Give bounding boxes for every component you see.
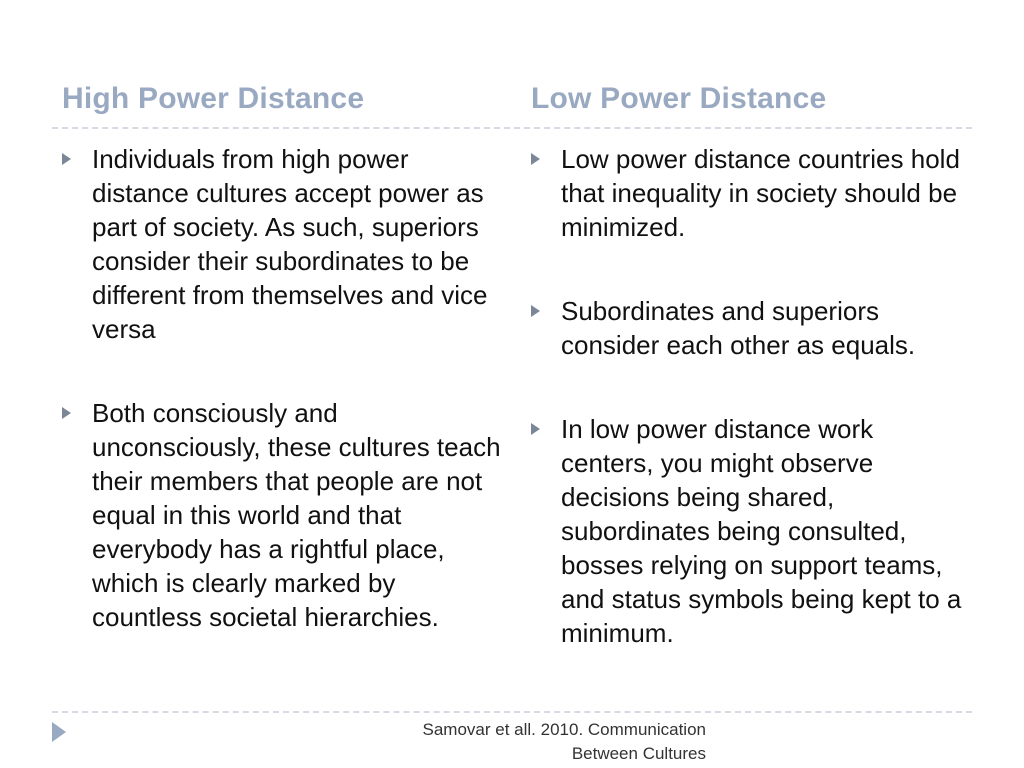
footer-divider — [52, 711, 972, 713]
bullet-triangle-icon — [531, 423, 540, 435]
bullet-text: Low power distance countries hold that inequality in society should be minimized. — [561, 144, 960, 242]
header-divider — [52, 127, 972, 129]
footer-triangle-icon — [52, 722, 66, 742]
citation — [386, 718, 706, 766]
bullet-text: Subordinates and superiors consider each other as equals. — [561, 296, 916, 360]
bullet-text: In low power distance work centers, you might observe decisions being shared, subordinates being consulted, bosses relying on support teams, and status symbols being kept to a minimum. — [561, 414, 962, 648]
list-item — [531, 294, 971, 362]
high-power-distance-list — [62, 142, 502, 634]
bullet-triangle-icon — [62, 153, 71, 165]
right-column-header — [531, 80, 971, 118]
list-item — [62, 142, 502, 346]
bullet-text: Both consciously and unconsciously, these cultures teach their members that people are not equal in this world and that everybody has a rightful place, which is clearly marked by countless societal hierarchies. — [92, 398, 501, 632]
bullet-triangle-icon — [62, 407, 71, 419]
left-column-header — [62, 80, 502, 118]
heading-low-power-distance: Low Power Distance — [531, 82, 827, 115]
low-power-distance-list — [531, 142, 971, 650]
bullet-triangle-icon — [531, 305, 540, 317]
bullet-triangle-icon — [531, 153, 540, 165]
list-item — [62, 396, 502, 634]
citation-line-1: Samovar et all. 2010. Communication — [422, 720, 706, 739]
list-item — [531, 412, 971, 650]
heading-high-power-distance: High Power Distance — [62, 82, 365, 115]
list-item — [531, 142, 971, 244]
bullet-text: Individuals from high power distance cultures accept power as part of society. As such, superiors consider their subordinates to be different from themselves and vice versa — [92, 144, 488, 344]
citation-line-2: Between Cultures — [571, 744, 706, 763]
